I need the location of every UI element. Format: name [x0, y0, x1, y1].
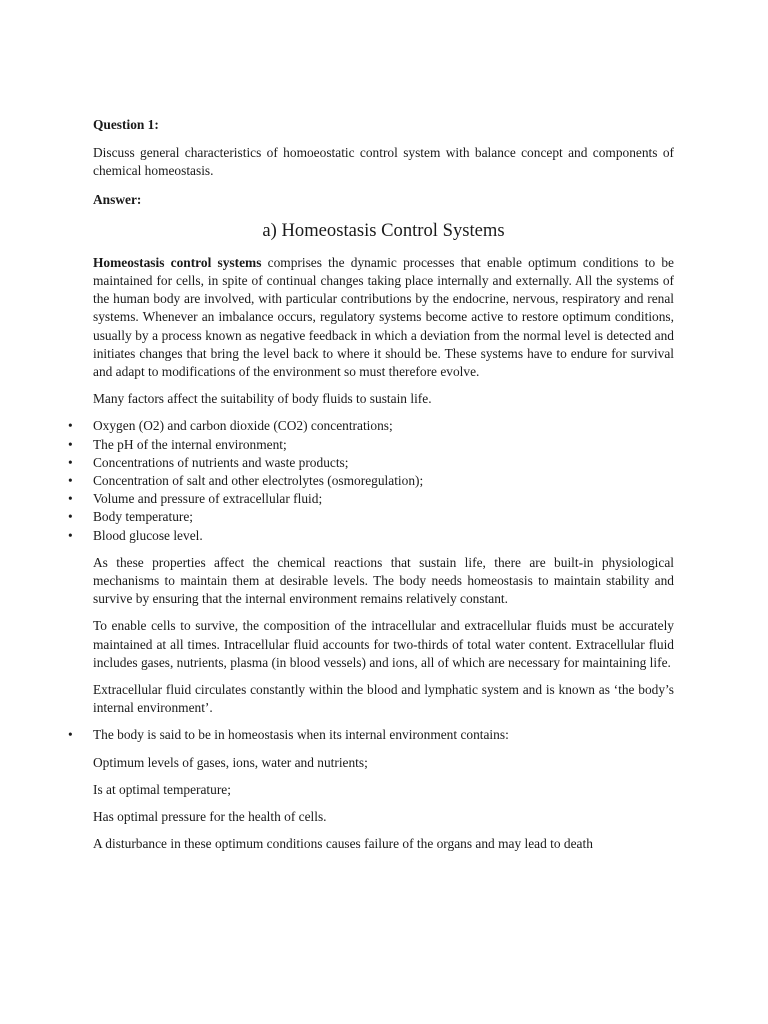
question-text: Discuss general characteristics of homoeostatic control system with balance concept and components of chemical homeostasis. — [93, 145, 674, 179]
condition-line: Has optimal pressure for the health of cells. — [93, 809, 327, 825]
list-item: • The body is said to be in homeostasis when its internal environment contains: — [68, 726, 674, 744]
list-item: • Volume and pressure of extracellular fluid; — [68, 490, 674, 508]
bullet-icon: • — [68, 454, 73, 470]
bullet-icon: • — [68, 418, 73, 434]
condition-line: Optimum levels of gases, ions, water and nutrients; — [93, 754, 368, 770]
document-page — [68, 116, 675, 863]
paragraph-intro-text: comprises the dynamic processes that enable optimum conditions to be maintained for cells, in spite of continual changes taking place internally and externally. All the systems of the human body are involved, with particular contributions by the endocrine, nervous, respiratory and renal systems. Whenever an imbalance occurs, regulatory systems become active to restore optimum conditions, usually by a process known as negative feedback in which a deviation from the normal level is detected and initiates changes that bring the level back to where it should be. These systems have to endure for survival and adapt to modifications of the environment so must therefore evolve. — [93, 254, 675, 380]
bullet-icon: • — [68, 509, 73, 525]
section-heading: a) Homeostasis Control Systems — [262, 219, 505, 241]
bullet-icon: • — [68, 527, 73, 543]
bullet-icon: • — [68, 727, 73, 743]
list-item: • The pH of the internal environment; — [68, 436, 674, 454]
paragraph-homeostasis-intro — [93, 254, 674, 381]
homeostasis-list — [68, 726, 674, 744]
bullet-icon: • — [68, 473, 73, 489]
factors-list — [68, 417, 674, 544]
paragraph-extracellular: Extracellular fluid circulates constantly within the blood and lymphatic system and is known as ‘the body’s internal environment’. — [93, 682, 674, 716]
list-item: • Body temperature; — [68, 508, 674, 526]
list-item: • Blood glucose level. — [68, 527, 674, 545]
paragraph-factors-intro: Many factors affect the suitability of body fluids to sustain life. — [93, 391, 432, 407]
condition-line: Is at optimal temperature; — [93, 781, 231, 797]
final-line: A disturbance in these optimum conditions causes failure of the organs and may lead to death — [93, 836, 593, 852]
list-item: • Concentration of salt and other electrolytes (osmoregulation); — [68, 472, 674, 490]
paragraph-cells-survive: To enable cells to survive, the composition of the intracellular and extracellular fluids must be accurately maintained at all times. Intracellular fluid accounts for two-thirds of total water content. Extracellular fluid includes gases, nutrients, plasma (in blood vessels) and ions, all of which are necessary for maintaining life. — [93, 618, 674, 670]
answer-label: Answer: — [93, 191, 142, 207]
list-item: • Oxygen (O2) and carbon dioxide (CO2) concentrations; — [68, 417, 674, 435]
list-item: • Concentrations of nutrients and waste products; — [68, 454, 674, 472]
paragraph-properties: As these properties affect the chemical reactions that sustain life, there are built-in physiological mechanisms to maintain them at desirable levels. The body needs homeostasis to maintain stability and survive by ensuring that the internal environment remains relatively constant. — [93, 554, 674, 607]
question-label: Question 1: — [93, 117, 159, 132]
bullet-icon: • — [68, 491, 73, 507]
paragraph-bold-term: Homeostasis control systems — [93, 254, 262, 270]
bullet-icon: • — [68, 436, 73, 452]
